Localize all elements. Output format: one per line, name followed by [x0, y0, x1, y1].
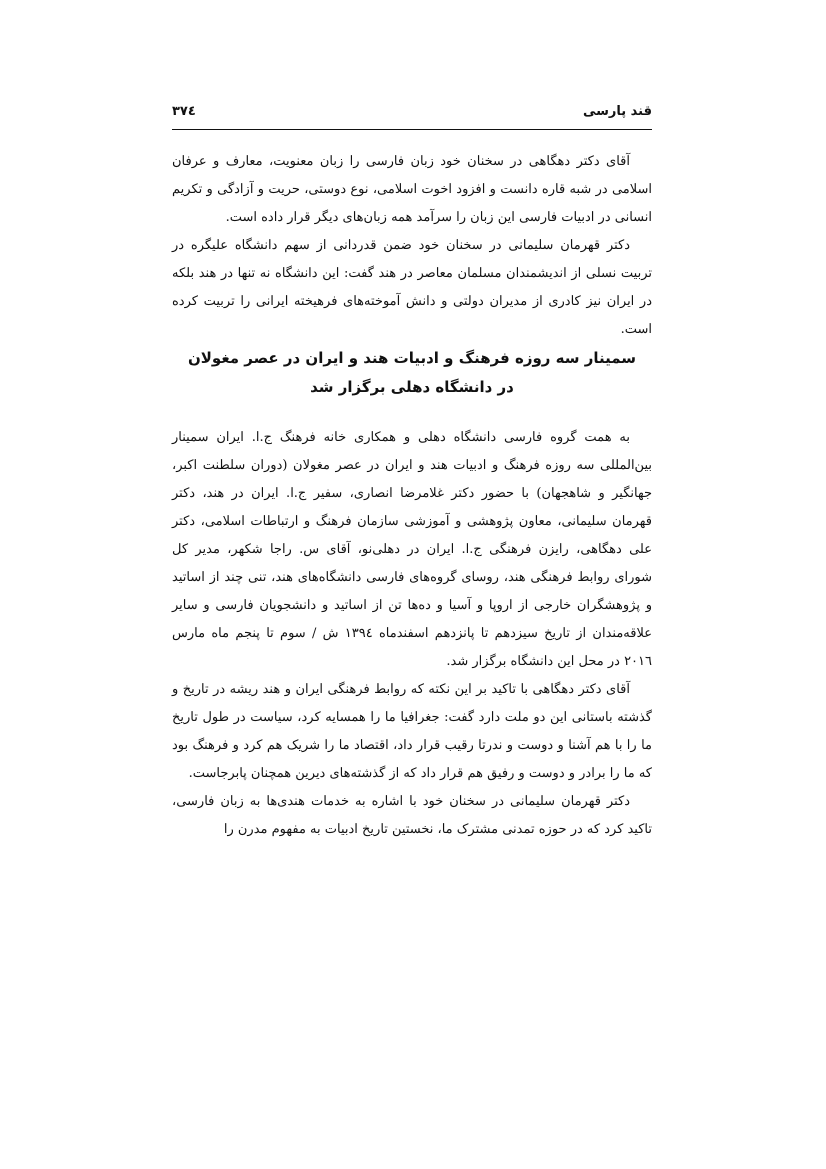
paragraph: آقای دکتر دهگاهی با تاکید بر این نکته که روابط فرهنگی ایران و هند ریشه در تاریخ و گذشته باستانی این دو ملت دارد گفت: جغرافیا ما را همسایه کرد، سیاست در طول تاریخ ما را با هم آشنا و دوست و ندرتا رقیب قرار داد، اقتصاد ما را شریک هم کرد و فرهنگ بود که ما را برادر و دوست و رفیق هم قرار داد که از گذشته‌های دیرین همچنان پابرجاست. [172, 682, 652, 781]
section-heading [172, 344, 652, 402]
section-text-block [172, 424, 652, 844]
paragraph: آقای دکتر دهگاهی در سخنان خود زبان فارسی را زبان معنویت، معارف و عرفان اسلامی در شبه قاره دانست و افزود اخوت اسلامی، نوع دوستی، حریت و آزادگی و تکریم انسانی در ادبیات فارسی این زبان را سرآمد همه زبان‌های دیگر قرار داده است. [172, 154, 652, 225]
paragraph: دکتر قهرمان سلیمانی در سخنان خود ضمن قدردانی از سهم دانشگاه علیگره در تربیت نسلی از اندیشمندان مسلمان معاصر در هند گفت: این دانشگاه نه تنها در هند بلکه در ایران نیز کادری از مدیران دولتی و دانش آموخته‌های فرهیخته ایرانی را تربیت کرده است. [172, 238, 652, 337]
header-divider [172, 129, 652, 130]
paragraph: دکتر قهرمان سلیمانی در سخنان خود با اشاره به خدمات هندی‌ها به زبان فارسی، تاکید کرد که در حوزه تمدنی مشترک ما، نخستین تاریخ ادبیات به مفهوم مدرن را [172, 794, 652, 837]
intro-text-block [172, 148, 652, 344]
page-number: ۳۷٤ [172, 104, 196, 119]
page-header [172, 100, 652, 128]
paragraph: به همت گروه فارسی دانشگاه دهلی و همکاری خانه فرهنگ ج.ا. ایران سمینار بین‌المللی سه روزه فرهنگ و ادبیات هند و ایران در عصر مغولان (دوران سلطنت اکبر، جهانگیر و شاهجهان) با حضور دکتر غلامرضا انصاری، سفیر ج.ا. ایران در هند، دکتر قهرمان سلیمانی، معاون پژوهشی و آموزشی سازمان فرهنگ و ارتباطات اسلامی، دکتر علی دهگاهی، رایزن فرهنگی ج.ا. ایران در دهلی‌نو، آقای س. راجا شکهر، مدیر کل شورای روابط فرهنگی هند، روسای گروه‌های فارسی دانشگاه‌های هند، تنی چند از اساتید و پژوهشگران خارجی از اروپا و آسیا و ده‌ها تن از اساتید و دانشجویان فارسی و سایر علاقه‌مندان از تاریخ سیزدهم تا پانزدهم اسفندماه ۱۳۹٤ ش / سوم تا پنجم ماه مارس ۲۰۱٦ در محل این دانشگاه برگزار شد. [172, 430, 652, 669]
running-title: قند پارسی [582, 104, 652, 119]
section-heading-line-2: در دانشگاه دهلی برگزار شد [310, 378, 514, 396]
section-heading-line-1: سمینار سه روزه فرهنگ و ادبیات هند و ایران در عصر مغولان [187, 349, 637, 367]
